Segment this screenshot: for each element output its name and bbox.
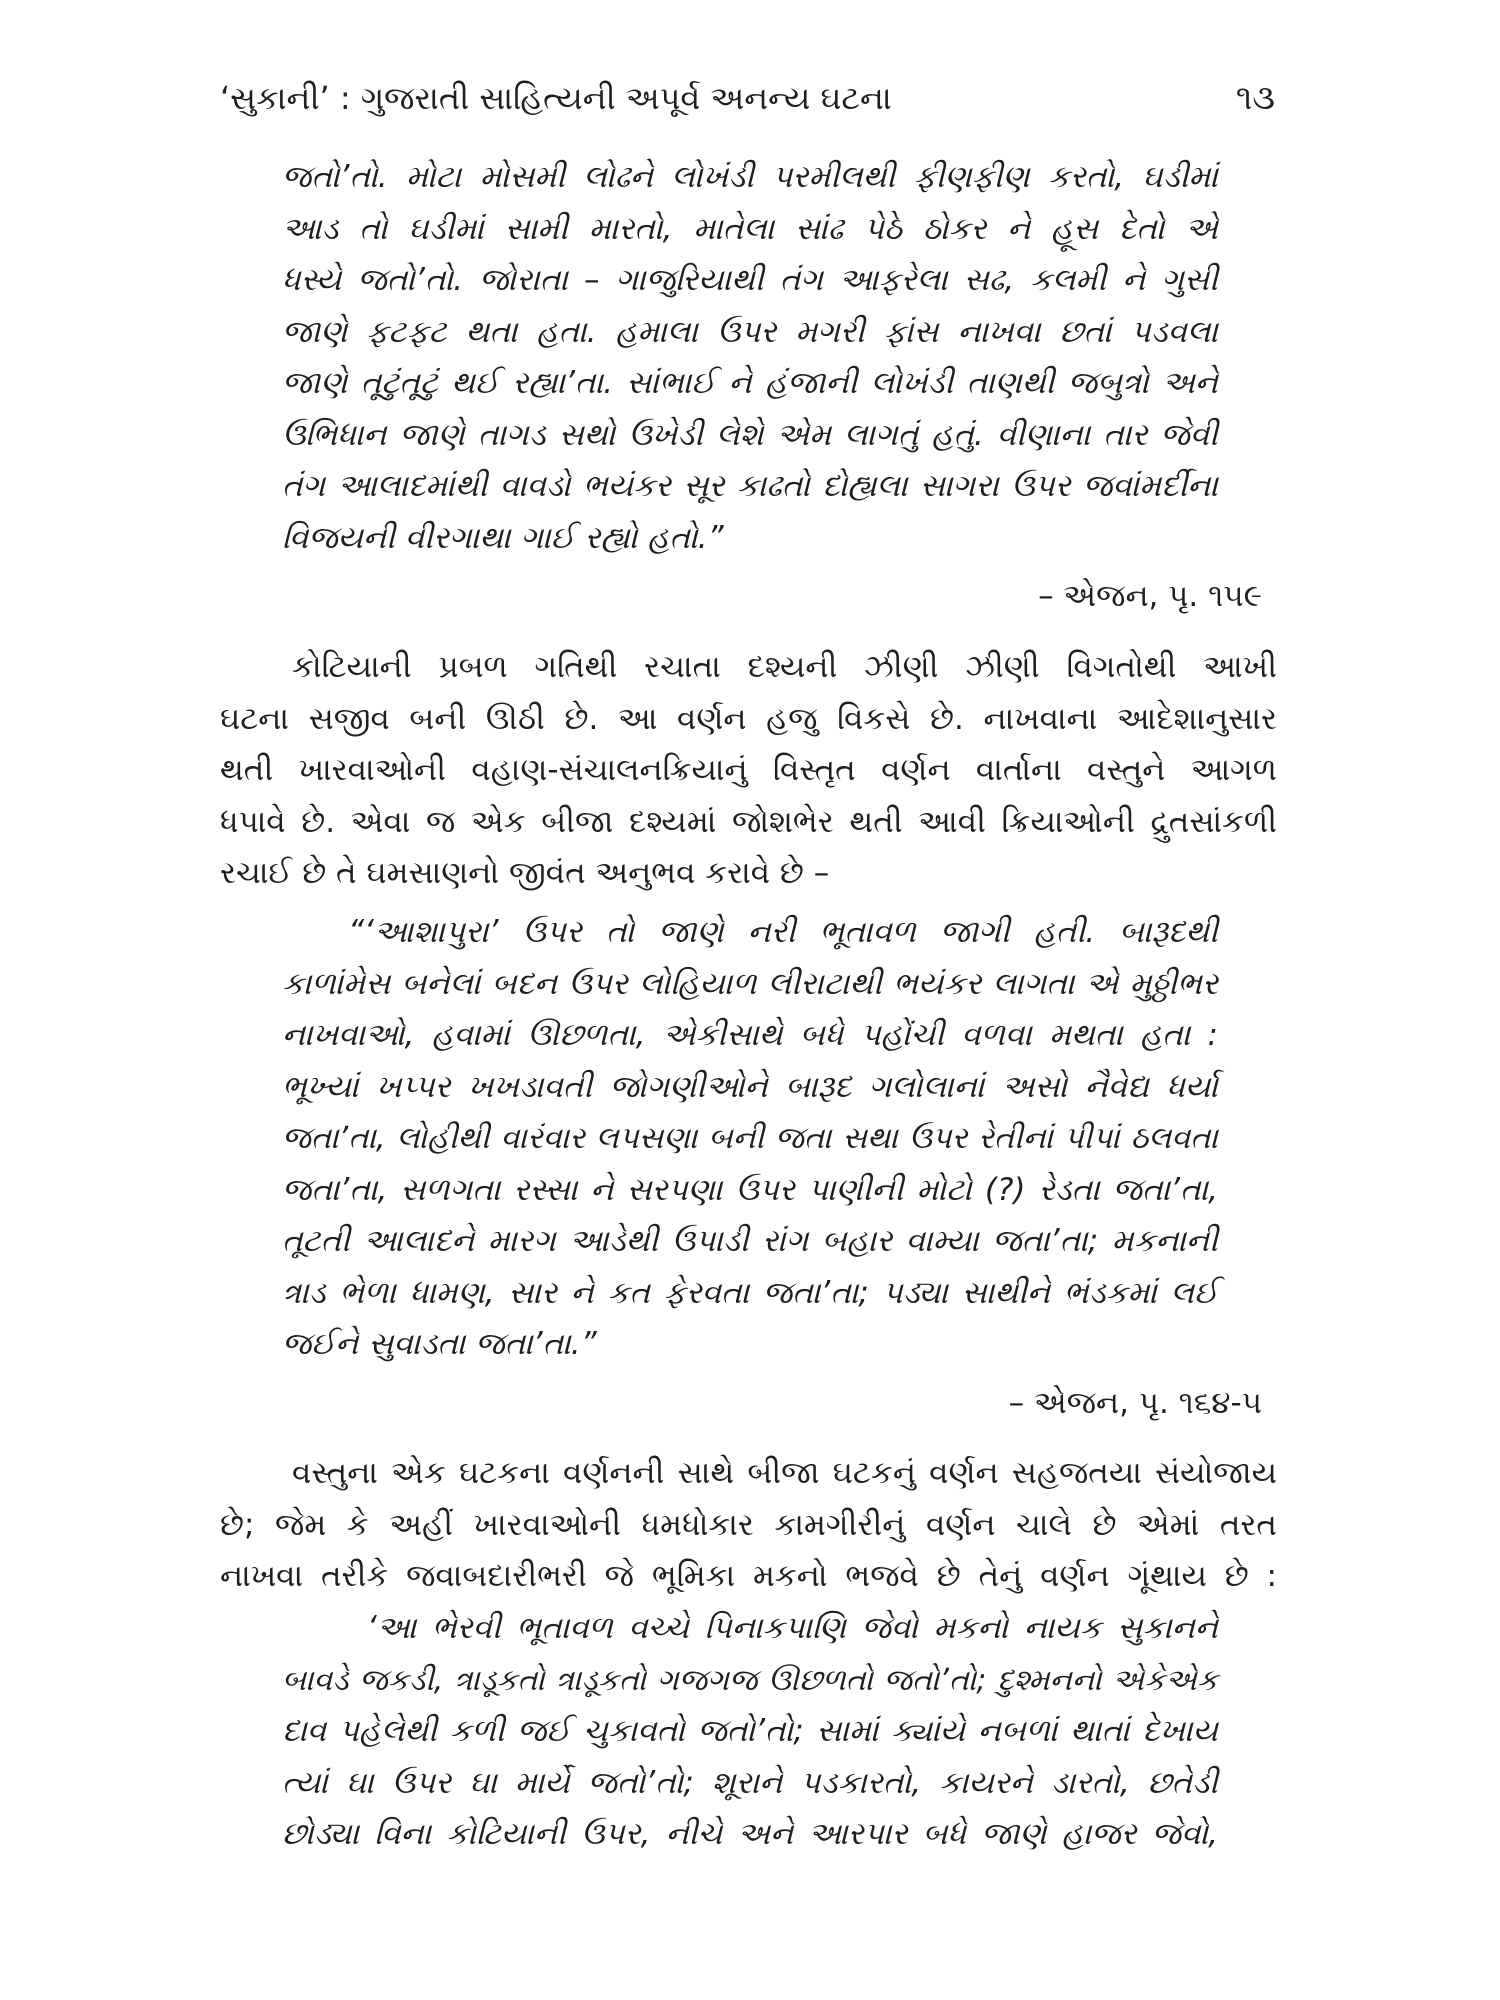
quote-line: નાખવાઓ, હવામાં ઊછળતા, એકીસાથે બધે પહોંચી વળવા મથતા હતા : — [282, 1017, 1218, 1053]
running-title: ‘સુકાની’ : ગુજરાતી સાહિત્યની અપૂર્વ અનન્ય ઘટના — [220, 79, 892, 117]
quote-line: તૂટતી આલાદને મારગ આડેથી ઉપાડી રાંગ બહાર વામ્યા જતા’તા; મકનાની — [282, 1223, 1218, 1259]
paragraph-line: કોટિયાની પ્રબળ ગતિથી રચાતા દશ્યની ઝીણી ઝીણી વિગતોથી આખી — [292, 649, 1277, 685]
quote-line: જાણે તૂટુંતૂટું થઈ રહ્યા’તા. સાંભાઈ ને હંજાની લોખંડી તાણથી જબુત્રો અને — [282, 365, 1218, 401]
quote-line: જતો’તો. મોટા મોસમી લોઢને લોખંડી પરમીલથી ફીણફીણ કરતો, ઘડીમાં — [282, 159, 1218, 195]
quote-line: ધસ્યે જતો’તો. જોરાતા – ગાજુરિયાથી તંગ આફરેલા સઢ, કલમી ને ગુસી — [282, 262, 1218, 298]
paragraph-line: નાખવા તરીકે જવાબદારીભરી જે ભૂમિકા મકનો ભજવે છે તેનું વર્ણન ગૂંથાય છે : — [220, 1558, 1277, 1594]
source-citation-1: – એજન, પૃ. ૧૫૯ — [1038, 578, 1262, 614]
quote-line: જતા’તા, લોહીથી વારંવાર લપસણા બની જતા સથા ઉપર રેતીનાં પીપાં ઠલવતા — [282, 1121, 1218, 1156]
paragraph-line: ઘટના સજીવ બની ઊઠી છે. આ વર્ણન હજુ વિકસે છે. નાખવાના આદેશાનુસાર — [220, 700, 1277, 737]
paragraph-1 — [220, 642, 1277, 900]
quote-block-1 — [282, 152, 1218, 564]
quote-line: “‘આશાપુરા’ ઉપર તો જાણે નરી ભૂતાવળ જાગી હતી. બારૂદથી — [348, 914, 1218, 950]
quote-line: દાવ પહેલેથી કળી જઈ ચુકાવતો જતો’તો; સામાં ક્યાંયે નબળાં થાતાં દેખાય — [282, 1713, 1218, 1749]
quote-line: છોડ્યા વિના કોટિયાની ઉપર, નીચે અને આરપાર બધે જાણે હાજર જેવો, — [282, 1816, 1218, 1852]
quote-line: આડ તો ઘડીમાં સામી મારતો, માતેલા સાંઢ પેઠે ઠોકર ને હૂસ દેતો એ — [282, 210, 1218, 247]
running-header — [220, 78, 1275, 118]
quote-line: કાળાંમેસ બનેલાં બદન ઉપર લોહિયાળ લીરાટાથી ભયંકર લાગતા એ મુઠ્ઠીભર — [282, 965, 1218, 1002]
quote-line: વિજયની વીરગાથા ગાઈ રહ્યો હતો.” — [282, 519, 724, 556]
quote-line: ભૂખ્યાં ખપ્પર ખખડાવતી જોગણીઓને બારૂદ ગલોલાનાં અસો નૈવેદ્ય ધર્યા — [282, 1068, 1218, 1105]
quote-line: ઉભિધાન જાણે તાગડ સથો ઉખેડી લેશે એમ લાગતું હતું. વીણાના તાર જેવી — [282, 416, 1218, 453]
paragraph-line: છે; જેમ કે અહીં ખારવાઓની ધમધોકાર કામગીરીનું વર્ણન ચાલે છે એમાં તરત — [220, 1506, 1277, 1543]
paragraph-line: રચાઈ છે તે ઘમસાણનો જીવંત અનુભવ કરાવે છે – — [220, 855, 830, 891]
quote-line: જતા’તા, સળગતા રસ્સા ને સરપણા ઉપર પાણીની મોટો (?) રેડતા જતા’તા, — [282, 1171, 1218, 1208]
quote-line: જાણે ફટફટ થતા હતા. હમાલા ઉપર મગરી ફાંસ નાખવા છતાં પડવલા — [282, 313, 1218, 350]
quote-block-2 — [282, 907, 1218, 1371]
quote-line: ત્યાં ઘા ઉપર ઘા માર્યે જતો’તો; શૂરાને પડકારતો, કાયરને ડારતો, છતેડી — [282, 1764, 1218, 1801]
quote-line: તંગ આલાદમાંથી વાવડો ભયંકર સૂર કાઢતો દોહ્યલા સાગરા ઉપર જવાંમર્દીના — [282, 468, 1218, 504]
quote-block-3 — [282, 1603, 1218, 1861]
paragraph-line: વસ્તુના એક ઘટકના વર્ણનની સાથે બીજા ઘટકનું વર્ણન સહજતયા સંયોજાય — [292, 1455, 1277, 1491]
paragraph-2 — [220, 1448, 1277, 1603]
source-citation-2: – એજન, પૃ. ૧૬૪-૫ — [1008, 1385, 1262, 1421]
paragraph-line: થતી ખારવાઓની વહાણ-સંચાલનક્રિયાનું વિસ્તૃત વર્ણન વાર્તાના વસ્તુને આગળ — [220, 752, 1277, 788]
paragraph-line: ધપાવે છે. એવા જ એક બીજા દશ્યમાં જોશભેર થતી આવી ક્રિયાઓની દ્રુતસાંકળી — [220, 803, 1277, 840]
quote-line: ત્રાડ ભેળા ધામણ, સાર ને કત ફેરવતા જતા’તા; પડ્યા સાથીને ભંડકમાં લઈ — [282, 1274, 1218, 1311]
quote-line: બાવડે જકડી, ત્રાડૂકતો ત્રાડૂકતો ગજગજ ઊછળતો જતો’તો; દુશ્મનનો એકેએક — [282, 1662, 1218, 1698]
quote-line: ‘આ ભેરવી ભૂતાવળ વચ્ચે પિનાકપાણિ જેવો મકનો નાયક સુકાનને — [367, 1610, 1218, 1646]
page-number: ૧૩ — [1235, 78, 1275, 118]
quote-line: જઈને સુવાડતા જતા’તા.” — [282, 1326, 597, 1362]
